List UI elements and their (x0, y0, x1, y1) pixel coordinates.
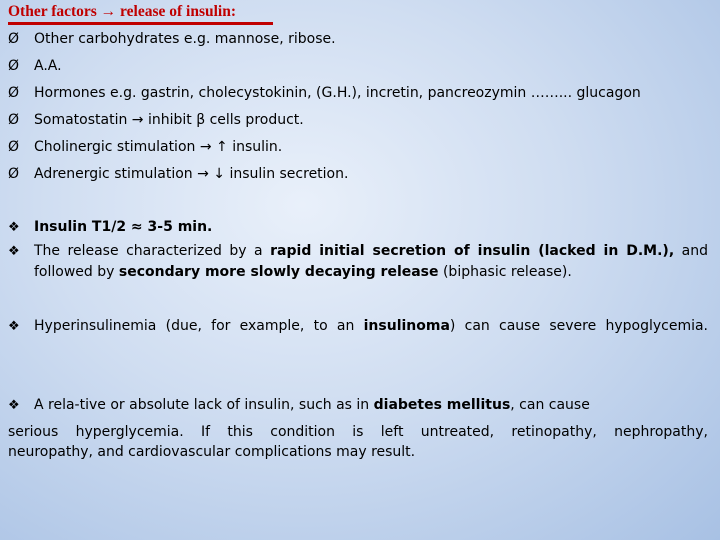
release-bold: rapid initial secretion of insulin (lacked in D.M.), (270, 243, 675, 259)
release-part: (biphasic release). (438, 264, 572, 280)
list-item (8, 83, 641, 110)
list-item-text: Other carbohydrates e.g. mannose, ribose. (34, 31, 336, 47)
lack-part: , can cause (510, 397, 590, 413)
list-item (8, 164, 641, 191)
lack-text-line3: neuropathy, and cardiovascular complications may result. (8, 444, 416, 460)
hyper-item (8, 316, 708, 337)
diamond-bullet-icon: ❖ (8, 220, 20, 235)
release-item (8, 241, 708, 283)
lack-part: A rela-tive or absolute lack of insulin, such as in (34, 397, 374, 413)
hyper-part: Hyperinsulinemia (due, for example, to an (34, 318, 364, 334)
list-item (8, 110, 641, 137)
release-part: and followed by (34, 243, 708, 280)
list-item (8, 137, 641, 164)
hyper-bold: insulinoma (363, 318, 450, 334)
halflife-item (8, 217, 708, 238)
list-item-text: A.A. (34, 58, 62, 74)
slide-title: Other factors → release of insulin: (8, 3, 237, 20)
list-item-text: Cholinergic stimulation → ↑ insulin. (34, 139, 283, 155)
diamond-bullet-icon: ❖ (8, 319, 20, 334)
lack-bold: diabetes mellitus (373, 397, 511, 413)
arrow-bullet-icon: Ø (8, 166, 20, 182)
diamond-bullet-icon: ❖ (8, 244, 20, 259)
list-item-text: Somatostatin → inhibit β cells product. (34, 112, 304, 128)
lack-text-line1 (8, 395, 708, 416)
arrow-bullet-icon: Ø (8, 112, 20, 128)
arrow-bullet-icon: Ø (8, 85, 20, 101)
lack-text-line2: serious hyperglycemia. If this condition is left untreated, retinopathy, nephropathy, (8, 424, 708, 440)
title-underline (8, 22, 273, 25)
release-bold: secondary more slowly decaying release (118, 264, 439, 280)
release-part: The release characterized by a (34, 243, 271, 259)
factors-list (8, 29, 641, 191)
arrow-bullet-icon: Ø (8, 31, 20, 47)
list-item-text: Hormones e.g. gastrin, cholecystokinin, (G.H.), incretin, pancreozymin ……... glucagon (34, 85, 641, 101)
lack-item (8, 395, 708, 416)
hyper-part: ) can cause severe hypoglycemia. (449, 318, 708, 334)
list-item (8, 29, 641, 56)
release-text (8, 241, 708, 283)
hyper-text (8, 316, 708, 337)
list-item-text: Adrenergic stimulation → ↓ insulin secretion. (34, 166, 349, 182)
halflife-text: Insulin T1/2 ≈ 3-5 min. (34, 219, 213, 235)
arrow-bullet-icon: Ø (8, 139, 20, 155)
diamond-bullet-icon: ❖ (8, 398, 20, 413)
list-item (8, 56, 641, 83)
arrow-bullet-icon: Ø (8, 58, 20, 74)
